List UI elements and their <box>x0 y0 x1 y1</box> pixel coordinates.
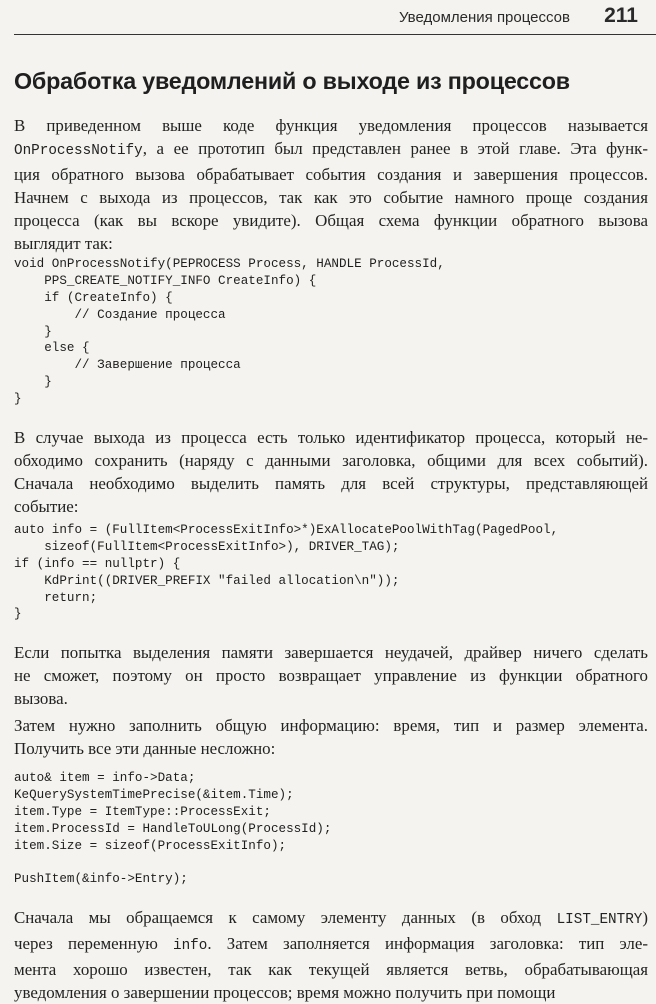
text-line <box>14 664 648 687</box>
code-line: } <box>14 607 22 622</box>
text-line <box>14 472 648 495</box>
text-run: , а ее прототип был представлен ранее в этой главе. Эта функ- <box>142 139 648 158</box>
inline-code: LIST_ENTRY <box>556 912 643 928</box>
text-run: Начнем с выхода из процессов, так как это событие намного проще создания <box>14 188 648 207</box>
text-line <box>14 114 648 137</box>
code-line: return; <box>14 590 98 605</box>
running-head-title: Уведомления процессов <box>398 9 570 26</box>
inline-code: info <box>173 938 208 954</box>
section-heading: Обработка уведомлений о выходе из процессов <box>14 68 570 94</box>
text-line <box>14 137 648 163</box>
code-line: } <box>14 324 52 339</box>
text-line <box>14 687 648 710</box>
code-line: auto& item = info->Data; <box>14 771 196 785</box>
code-line: item.ProcessId = HandleToULong(ProcessId); <box>14 821 332 836</box>
code-line: // Создание процесса <box>14 307 226 322</box>
text-run: не сможет, поэтому он просто возвращает управление из функции обратного <box>14 666 648 685</box>
text-run: Затем нужно заполнить общую информацию: время, тип и размер элемента. <box>14 716 648 735</box>
code-line: } <box>14 375 52 390</box>
text-run: уведомления о завершении процессов; время можно получить при помощи <box>14 983 556 1002</box>
text-run: мента хорошо известен, так как текущей является ветвь, обрабатывающая <box>14 960 648 979</box>
running-head <box>0 0 656 34</box>
text-line <box>14 163 648 186</box>
text-run: ) <box>642 908 648 927</box>
code-line: KdPrint((DRIVER_PREFIX "failed allocation\n")); <box>14 573 400 588</box>
header-rule <box>14 34 656 35</box>
text-line <box>14 186 648 209</box>
text-run: В приведенном выше коде функция уведомления процессов называется <box>14 116 648 135</box>
code-block-fill-item <box>14 770 331 888</box>
text-line <box>14 958 648 981</box>
text-run: событие: <box>14 497 79 516</box>
code-block-callback-outline <box>14 256 445 408</box>
text-run: Получить все эти данные несложно: <box>14 739 276 758</box>
code-line: } <box>14 392 22 407</box>
text-run: через переменную <box>14 934 173 953</box>
text-line <box>14 737 648 760</box>
code-line <box>14 854 331 871</box>
code-line: item.Type = ItemType::ProcessExit; <box>14 804 271 819</box>
text-run: ция обратного вызова обрабатывает события создания и завершения процессов. <box>14 165 648 184</box>
text-run: . Затем заполняется информация заголовка: тип эле- <box>207 934 648 953</box>
text-run: процесса (как вы вскоре увидите). Общая схема функции обратного вызова <box>14 211 648 230</box>
code-line: if (CreateInfo) { <box>14 290 173 305</box>
text-line <box>14 426 648 449</box>
text-run: Сначала мы обращаемся к самому элементу данных (в обход <box>14 908 557 927</box>
text-run: обходимо сохранить (наряду с данными заголовка, общими для всех событий). <box>14 451 648 470</box>
code-line: PPS_CREATE_NOTIFY_INFO CreateInfo) { <box>14 273 317 288</box>
paragraph-allocation-failure <box>14 641 648 710</box>
code-line: item.Size = sizeof(ProcessExitInfo); <box>14 838 287 853</box>
code-block-allocation <box>14 522 558 623</box>
page-number: 211 <box>604 4 638 27</box>
text-line <box>14 232 648 255</box>
text-run: вызова. <box>14 689 68 708</box>
text-line <box>14 209 648 232</box>
code-line: if (info == nullptr) { <box>14 556 181 571</box>
code-line: sizeof(FullItem<ProcessExitInfo>), DRIVER_TAG); <box>14 539 400 554</box>
text-run: Сначала необходимо выделить память для всей структуры, представляющей <box>14 474 648 493</box>
text-line <box>14 906 648 932</box>
text-run: В случае выхода из процесса есть только идентификатор процесса, который не- <box>14 428 648 447</box>
paragraph-intro <box>14 114 648 255</box>
text-line <box>14 714 648 737</box>
code-line: // Завершение процесса <box>14 358 241 373</box>
text-run: выглядит так: <box>14 234 113 253</box>
code-line: void OnProcessNotify(PEPROCESS Process, HANDLE ProcessId, <box>14 257 445 271</box>
text-line <box>14 641 648 664</box>
inline-code: OnProcessNotify <box>14 143 143 159</box>
text-line <box>14 495 648 518</box>
code-line: PushItem(&info->Entry); <box>14 872 188 887</box>
code-line: KeQuerySystemTimePrecise(&item.Time); <box>14 787 294 802</box>
text-line <box>14 932 648 958</box>
code-line: else { <box>14 341 90 356</box>
text-run: Если попытка выделения памяти завершается неудачей, драйвер ничего сделать <box>14 643 648 662</box>
paragraph-fill-header <box>14 714 648 760</box>
paragraph-header-explanation <box>14 906 648 1004</box>
code-line: auto info = (FullItem<ProcessExitInfo>*)ExAllocatePoolWithTag(PagedPool, <box>14 523 559 537</box>
text-line <box>14 449 648 472</box>
text-line <box>14 981 648 1004</box>
paragraph-exit-info <box>14 426 648 518</box>
